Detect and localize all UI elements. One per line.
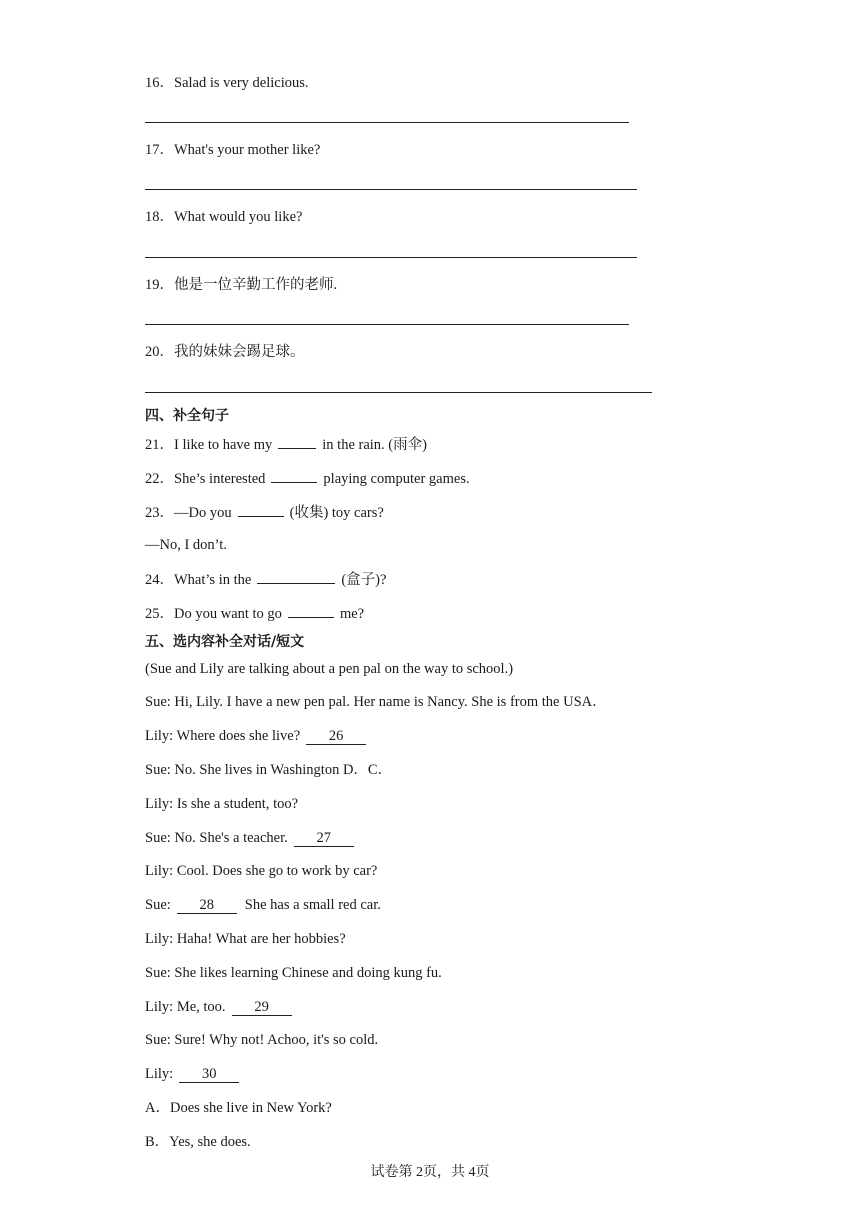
fill-blank-25[interactable] [288,603,334,618]
question-number: 20． [145,344,174,360]
question-number: 22． [145,471,174,487]
numbered-blank-29[interactable]: 29 [232,999,292,1016]
dialogue-text: Lily: [145,1066,174,1082]
question-text-post: in the rain. (雨伞) [322,437,427,453]
question-text-pre: Do you want to go [174,606,282,622]
question-24 [145,569,386,589]
dialogue-line: Sue: No. She lives in Washington D．C． [145,762,393,778]
question-text: 我的妹妹会踢足球。 [174,344,305,360]
question-22 [145,468,470,488]
page-footer: 试卷第 2页，共 4页 [370,1165,490,1180]
question-text-post: (盒子)? [341,572,387,588]
dialogue-line: Sue: Sure! Why not! Achoo, it's so cold. [145,1032,379,1048]
dialogue-text: Sue: [145,897,171,913]
dialogue-line: Sue: She likes learning Chinese and doing kung fu. [145,965,442,981]
question-number: 16． [145,75,174,91]
question-text-post: playing computer games. [323,471,470,487]
question-number: 17． [145,142,174,158]
question-21 [145,434,427,454]
dialogue-line [145,727,366,745]
question-17 [145,141,320,159]
question-number: 24． [145,572,174,588]
question-23-reply: —No, I don’t. [145,537,227,553]
question-number: 21． [145,437,174,453]
question-number: 19． [145,277,174,293]
question-23 [145,502,384,522]
question-text: What would you like? [174,209,303,225]
dialogue-text: Lily: Where does she live? [145,728,301,744]
dialogue-line: Lily: Is she a student, too? [145,796,299,812]
question-number: 25． [145,606,174,622]
fill-blank-23[interactable] [238,502,284,517]
numbered-blank-27[interactable]: 27 [294,830,354,847]
dialogue-line [145,829,354,847]
question-text: What's your mother like? [174,142,321,158]
numbered-blank-26[interactable]: 26 [306,728,366,745]
dialogue-text: Sue: No. She's a teacher. [145,830,288,846]
section-4-heading: 四、补全句子 [145,408,229,424]
question-text: 他是一位辛勤工作的老师. [174,277,338,293]
fill-blank-24[interactable] [257,569,335,584]
question-text-pre: What’s in the [174,572,252,588]
question-20 [145,343,305,361]
answer-line-16[interactable] [145,122,629,123]
dialogue-line [145,1065,239,1083]
dialogue-line: Lily: Haha! What are her hobbies? [145,931,346,947]
question-text-pre: —Do you [174,505,232,521]
dialogue-text: Lily: Me, too. [145,999,226,1015]
question-text-post: (收集) toy cars? [289,505,384,521]
question-18 [145,208,302,226]
answer-line-17[interactable] [145,189,637,190]
question-text: Salad is very delicious. [174,75,309,91]
numbered-blank-28[interactable]: 28 [177,897,237,914]
dialogue-line: Sue: Hi, Lily. I have a new pen pal. Her name is Nancy. She is from the USA． [145,694,607,710]
fill-blank-21[interactable] [278,434,316,449]
dialogue-intro: (Sue and Lily are talking about a pen pal on the way to school.) [145,661,514,677]
answer-line-18[interactable] [145,257,637,258]
option-b: B．Yes, she does. [145,1134,251,1150]
question-text-pre: I like to have my [174,437,273,453]
option-a: A．Does she live in New York? [145,1100,332,1116]
question-19 [145,276,337,294]
dialogue-line: Lily: Cool. Does she go to work by car? [145,863,378,879]
question-text-post: me? [339,606,365,622]
answer-line-20[interactable] [145,392,652,393]
dialogue-text: She has a small red car. [244,897,381,913]
answer-line-19[interactable] [145,324,629,325]
question-number: 18． [145,209,174,225]
question-25 [145,603,364,623]
numbered-blank-30[interactable]: 30 [179,1066,239,1083]
section-5-heading: 五、选内容补全对话/短文 [145,634,305,650]
dialogue-line [145,998,292,1016]
question-text-pre: She’s interested [174,471,266,487]
question-16 [145,74,309,92]
question-number: 23． [145,505,174,521]
dialogue-line [145,896,381,914]
fill-blank-22[interactable] [271,468,317,483]
